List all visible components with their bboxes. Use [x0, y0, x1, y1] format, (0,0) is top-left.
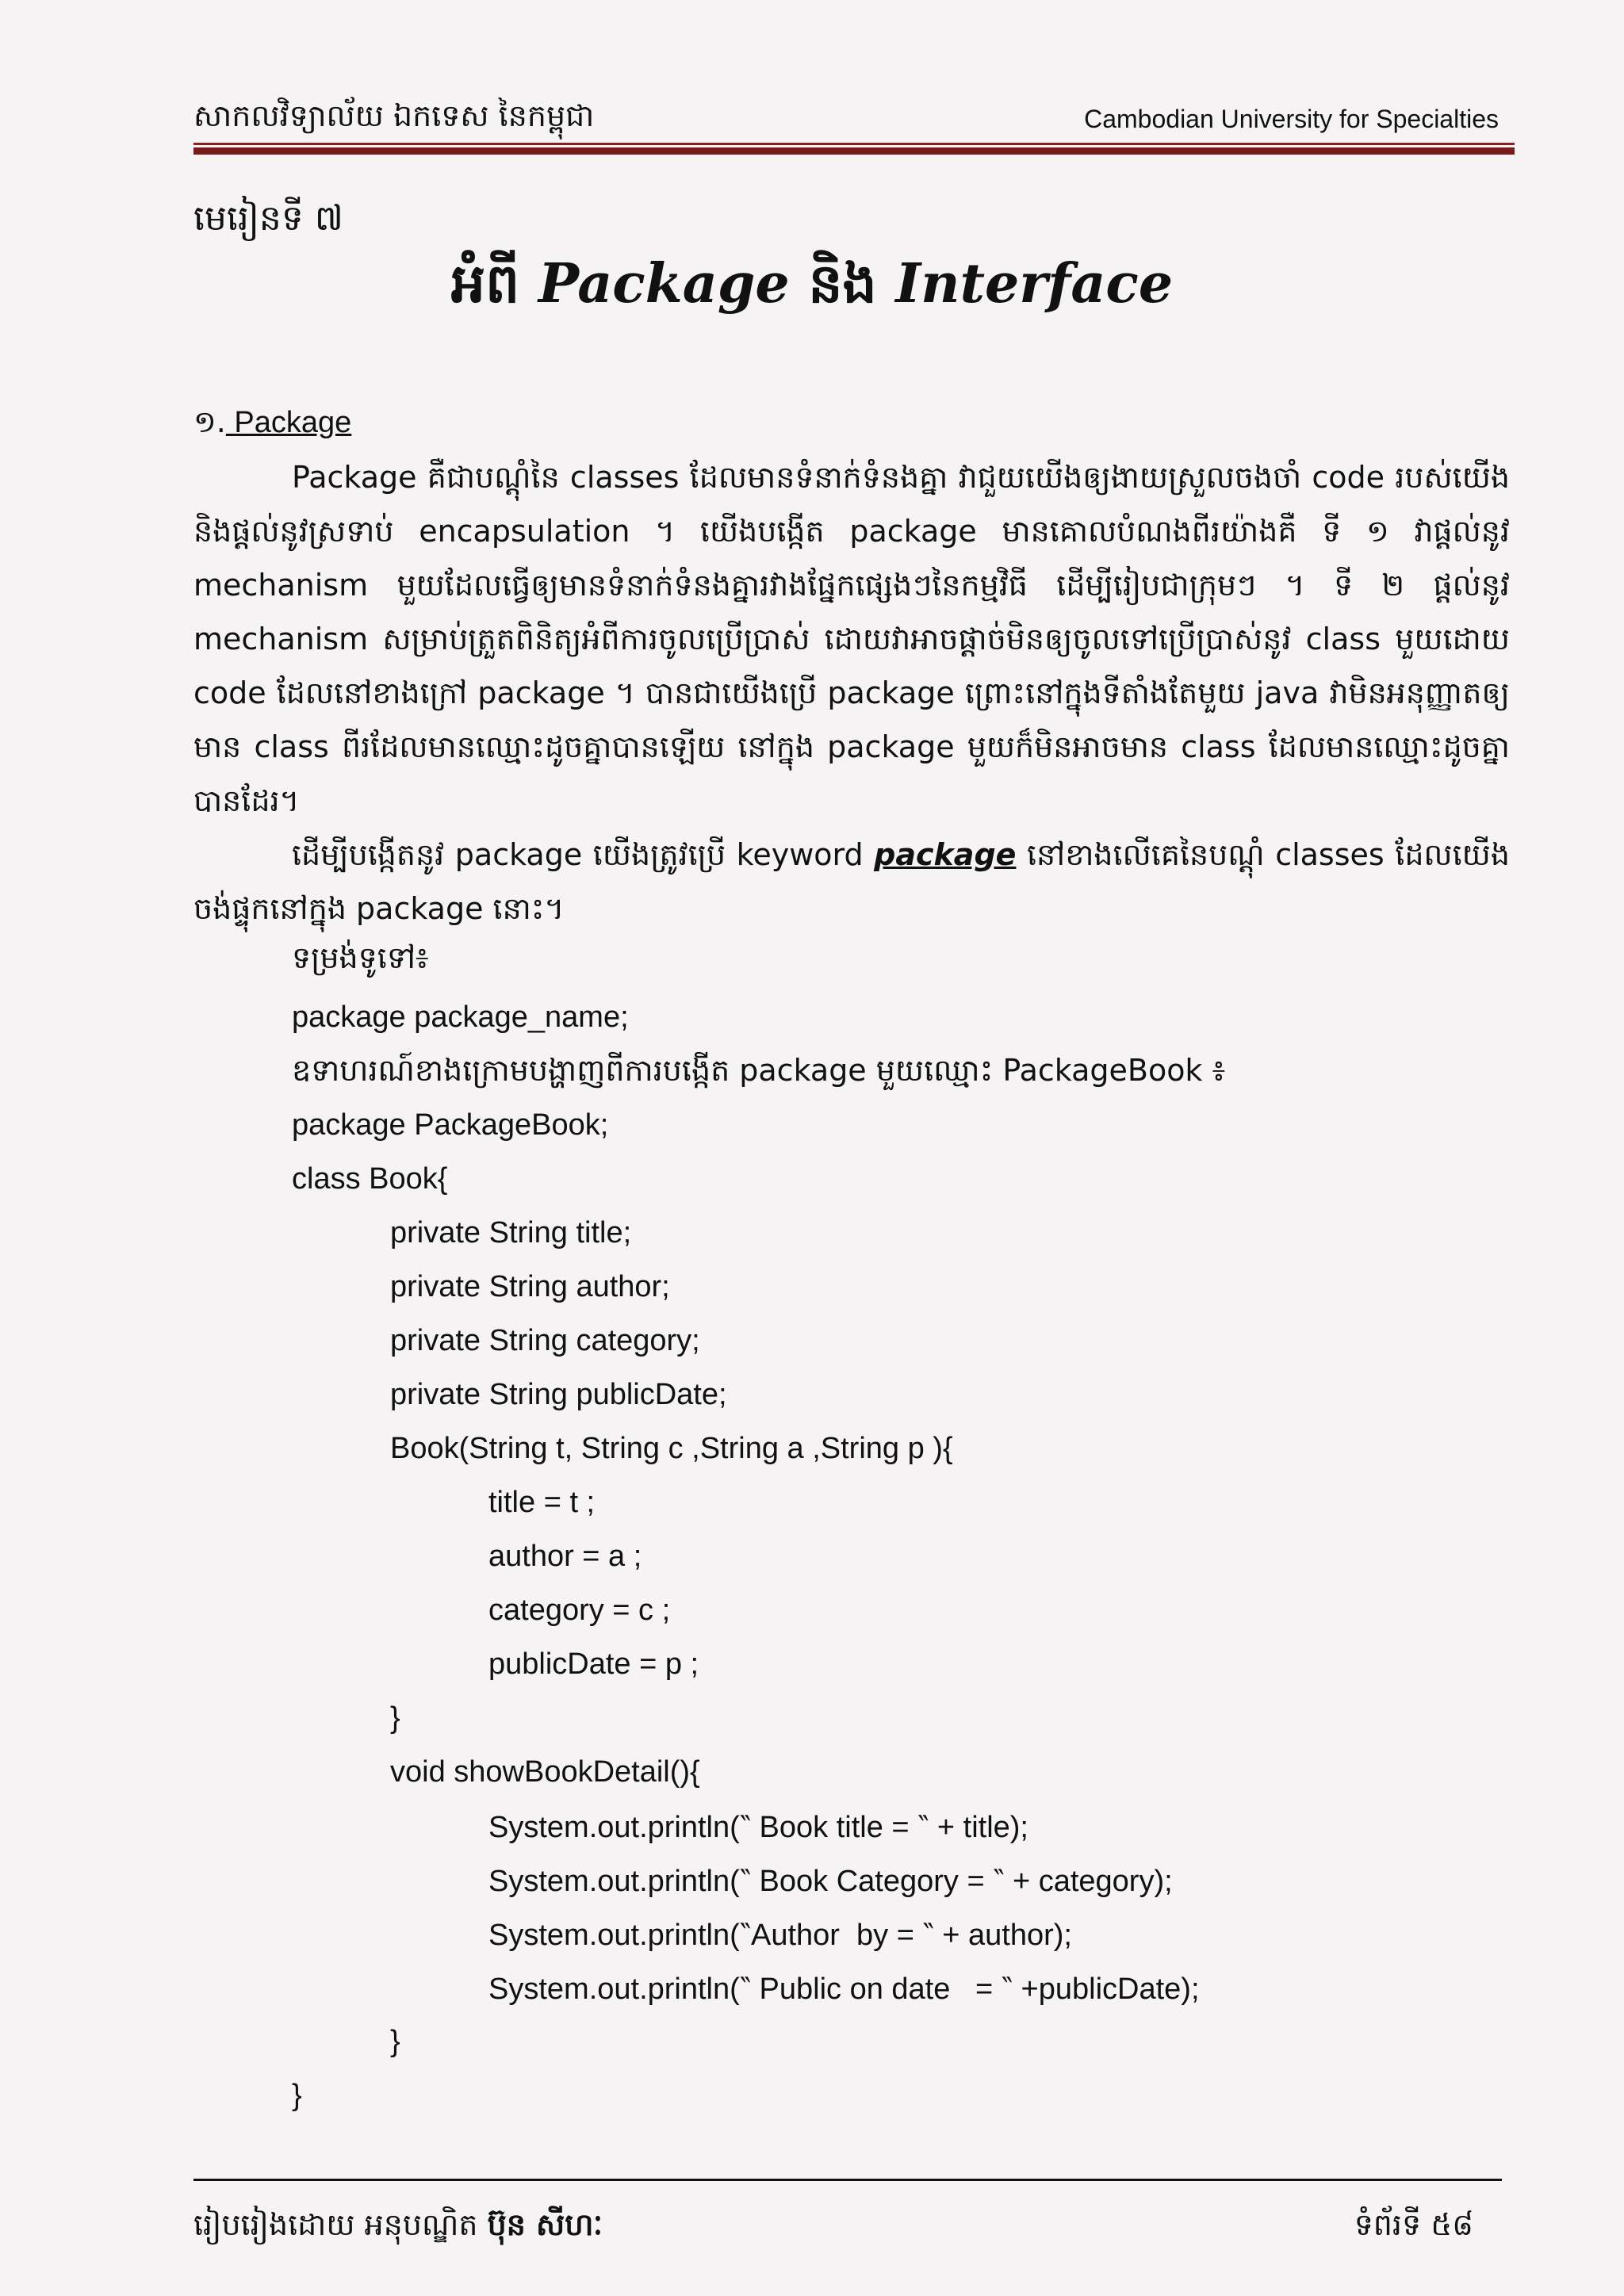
code-line: private String author;: [390, 1270, 670, 1303]
lesson-label: មេរៀនទី ៧: [193, 198, 343, 239]
header-university-english: Cambodian University for Specialties: [1084, 105, 1499, 133]
code-line: System.out.println(‶ Book Category = ‶ + category);: [488, 1865, 1173, 1898]
code-line: category = c ;: [488, 1594, 671, 1627]
syntax-line: package package_name;: [292, 1001, 629, 1034]
syntax-label: ទម្រង់ទូទៅ៖: [292, 940, 429, 975]
page-number: ទំព័រទី ៥៨: [1354, 2207, 1473, 2242]
code-line: class Book{: [292, 1162, 448, 1196]
code-line: author = a ;: [488, 1540, 642, 1573]
title-interface: Interface: [895, 252, 1174, 316]
section-title: Package: [225, 406, 352, 439]
code-line: System.out.println(‶Author by = ‶ + author);: [488, 1919, 1072, 1952]
title-package: Package: [538, 252, 790, 316]
header-university-khmer: សាកលវិទ្យាល័យ ឯកទេស នៃកម្ពុជា: [193, 98, 595, 133]
example-label: ឧទាហរណ៍ខាងក្រោមបង្ហាញពីការបង្កើត package មួយឈ្មោះ PackageBook ៖: [292, 1053, 1226, 1088]
section-heading: [193, 403, 351, 447]
code-line: }: [390, 1701, 400, 1735]
code-line: }: [390, 2025, 400, 2058]
paragraph-intro: Package គឺជាបណ្តុំនៃ classes ដែលមានទំនាក់ទំនងគ្នា វាជួយយើងឲ្យងាយស្រួលចងចាំ code របស់យើង និងផ្តល់នូវស្រទាប់ encapsulation ។ យើងបង្កើត package មានគោលបំណងពីរយ៉ាងគឺ ទី ១ វាផ្តល់នូវ mechanism មួយដែលធ្វើឲ្យមានទំនាក់ទំនងគ្នារវាងផ្នែកផ្សេងៗនៃកម្មវិធី ដើម្បីរៀបជាក្រុមៗ ។ ទី ២ ផ្តល់នូវ mechanism សម្រាប់ត្រួតពិនិត្យអំពីការចូលប្រើប្រាស់ ដោយវាអាចផ្តាច់មិនឲ្យចូលទៅប្រើប្រាស់នូវ class មួយដោយ code ដែលនៅខាងក្រៅ package ។ បានជាយើងប្រើ package ព្រោះនៅក្នុងទីតាំងតែមួយ java វាមិនអនុញ្ញាតឲ្យមាន class ពីរដែលមានឈ្មោះដូចគ្នាបានឡើយ នៅក្នុង package មួយក៏មិនអាចមាន class ដែលមានឈ្មោះដូចគ្នាបានដែរ។: [193, 460, 1510, 818]
paragraph-keyword: [193, 828, 1510, 936]
page-title: [0, 251, 1624, 329]
header-rule-thick: [193, 147, 1515, 155]
code-line: }: [292, 2079, 302, 2112]
footer-rule: [193, 2179, 1502, 2181]
code-line: private String category;: [390, 1324, 700, 1357]
code-line: publicDate = p ;: [488, 1647, 699, 1681]
code-line: void showBookDetail(){: [390, 1755, 700, 1789]
keyword-package: package: [874, 837, 1017, 872]
code-line: private String title;: [390, 1216, 632, 1249]
code-line: System.out.println(‶ Public on date = ‶ +publicDate);: [488, 1973, 1200, 2006]
code-line: private String publicDate;: [390, 1378, 727, 1411]
footer-author: ប៊ុន សីហៈ: [487, 2207, 603, 2242]
paragraph-keyword-after: នៅខាងលើគេនៃបណ្តុំ classes ដែលយើងចង់ផ្ទុកនៅក្នុង package នោះ។: [193, 837, 1510, 926]
code-line: title = t ;: [488, 1486, 596, 1519]
header-rule: [193, 143, 1515, 145]
code-line: package PackageBook;: [292, 1108, 609, 1142]
title-middle: និង: [789, 253, 896, 316]
footer-prefix: រៀបរៀងដោយ អនុបណ្ឌិត: [193, 2207, 488, 2242]
code-line: Book(String t, String c ,String a ,String p ){: [390, 1432, 953, 1465]
footer-author-line: [193, 2206, 603, 2250]
code-line: System.out.println(‶ Book title = ‶ + title);: [488, 1811, 1028, 1844]
title-prefix: អំពី: [450, 253, 538, 316]
paragraph-keyword-before: ដើម្បីបង្កើតនូវ package យើងត្រូវប្រើ keyword: [292, 837, 875, 872]
section-number: ១.: [193, 404, 226, 439]
